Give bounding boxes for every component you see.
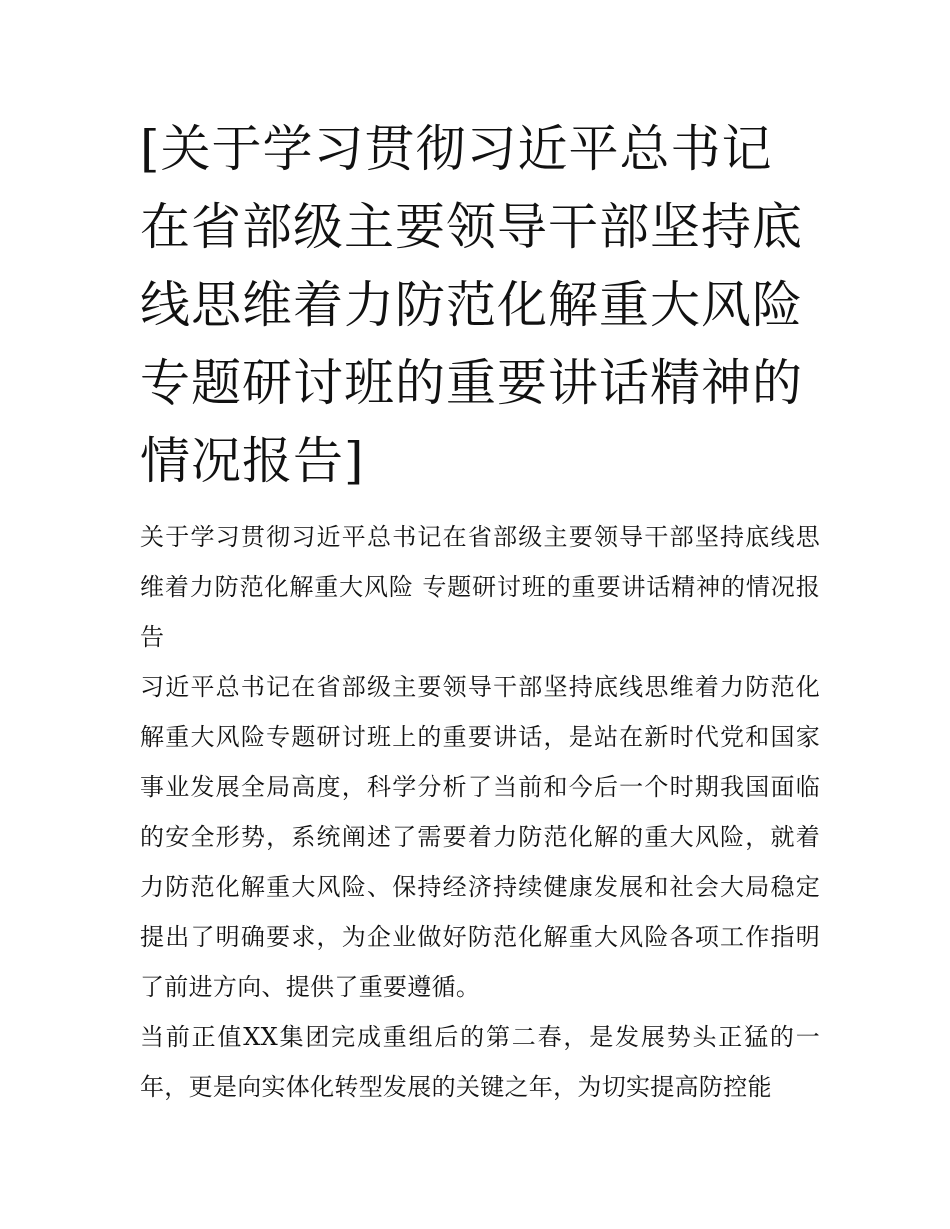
- paragraph-intro: 习近平总书记在省部级主要领导干部坚持底线思维着力防范化解重大风险专题研讨班上的重要讲话，是站在新时代党和国家事业发展全局高度，科学分析了当前和今后一个时期我国面临的安全形势，系统阐述了需要着力防范化解的重大风险，就着力防范化解重大风险、保持经济持续健康发展和社会大局稳定提出了明确要求，为企业做好防范化解重大风险各项工作指明了前进方向、提供了重要遵循。: [140, 673, 820, 1001]
- paragraph-heading-repeat: 关于学习贯彻习近平总书记在省部级主要领导干部坚持底线思维着力防范化解重大风险 专题研讨班的重要讲话精神的情况报告: [140, 523, 820, 651]
- document-title: [关于学习贯彻习近平总书记在省部级主要领导干部坚持底线思维着力防范化解重大风险专题研讨班的重要讲话精神的情况报告]: [140, 120, 803, 490]
- paragraph-context: 当前正值XX集团完成重组后的第二春，是发展势头正猛的一年，更是向实体化转型发展的关键之年，为切实提高防控能: [140, 1023, 820, 1101]
- document-body: [140, 512, 820, 1112]
